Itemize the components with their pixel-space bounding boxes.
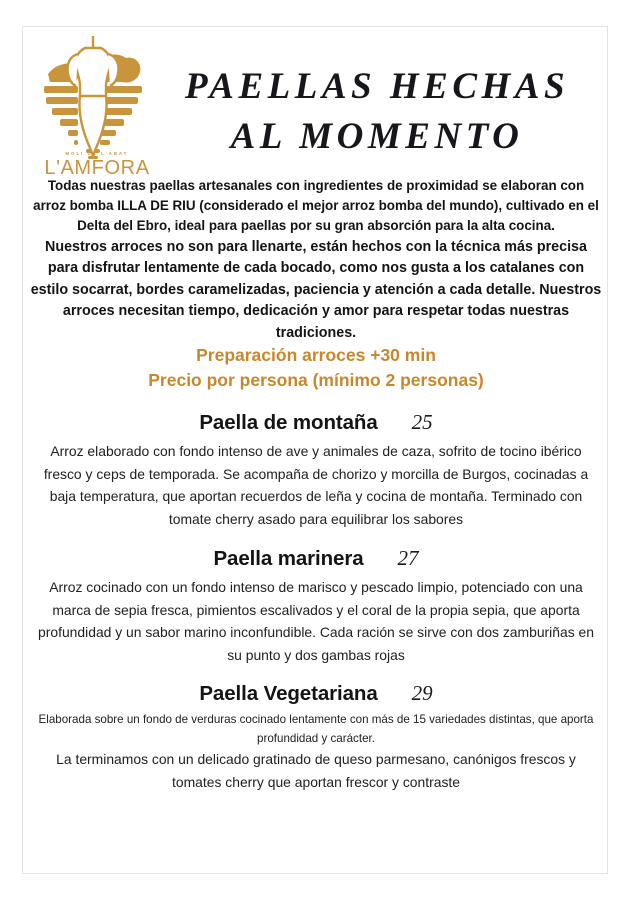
logo-wordmark (36, 150, 158, 179)
page-title (152, 62, 602, 162)
menu-item-header (30, 681, 602, 706)
menu-item (30, 681, 602, 793)
menu-item (30, 410, 602, 530)
intro-paragraph-2: Nuestros arroces no son para llenarte, están hechos con la técnica más precisa para disfrutar lentamente de cada bocado, como nos gusta a los catalanes con estilo socarrat, bordes caramelizadas, paciencia y atención a cada detalle. Nuestros arroces necesitan tiempo, dedicación y amor para respetar todas nuestras tradiciones. (30, 238, 602, 341)
page-title-line-1: PAELLAS HECHAS (184, 66, 570, 107)
menu-item-name: Paella Vegetariana (199, 682, 378, 705)
intro-section (30, 176, 602, 345)
logo-tagline: MOLI DE L'ABAT (65, 151, 129, 156)
menu-item-name: Paella de montaña (199, 411, 378, 434)
page-title-line-2: AL MOMENTO (230, 116, 524, 157)
menu-item-price: 29 (411, 681, 433, 705)
menu-item (30, 546, 602, 666)
menu-item-header (30, 546, 602, 571)
menu-item-description: La terminamos con un delicado gratinado de queso parmesano, canónigos frescos y tomates cherry que aportan frescor y contraste (56, 751, 576, 790)
preparation-notice (30, 343, 602, 392)
menu-item-header (30, 410, 602, 435)
restaurant-logo (30, 28, 158, 178)
menu-item-description: Arroz cocinado con un fondo intenso de marisco y pescado limpio, potenciado con una marca de sepia fresca, pimientos escalivados y el coral de la propia sepia, que aporta profundidad y un sabor marino inconfundible. Cada ración se sirve con dos zamburiñas en su punto y dos gambas rojas (38, 579, 594, 663)
logo-name: L'AMFORA (44, 157, 150, 179)
intro-paragraph-1: Todas nuestras paellas artesanales con ingredientes de proximidad se elaboran con arroz bomba ILLA DE RIU (considerado el mejor arroz bomba del mundo), cultivado en el Delta del Ebro, ideal para paellas por su gran absorción para la alta cocina. (33, 178, 599, 234)
menu-item-name: Paella marinera (213, 547, 364, 570)
menu-item-price: 25 (411, 410, 433, 434)
notice-preparation-time: Preparación arroces +30 min (196, 345, 436, 365)
menu-item-description-secondary: Elaborada sobre un fondo de verduras cocinado lentamente con más de 15 variedades distintas, que aporta profundidad y carácter. (38, 713, 594, 745)
menu-header (22, 26, 608, 178)
menu-item-price: 27 (397, 546, 419, 570)
menu-item-description: Arroz elaborado con fondo intenso de ave y animales de caza, sofrito de tocino ibérico fresco y ceps de temporada. Se acompaña de chorizo y morcilla de Burgos, cocinadas a baja temperatura, que aportan recuerdos de leña y cocina de montaña. Terminado con tomate cherry asado para equilibrar los sabores (43, 443, 589, 527)
notice-price-per-person: Precio por persona (mínimo 2 personas) (148, 369, 484, 390)
